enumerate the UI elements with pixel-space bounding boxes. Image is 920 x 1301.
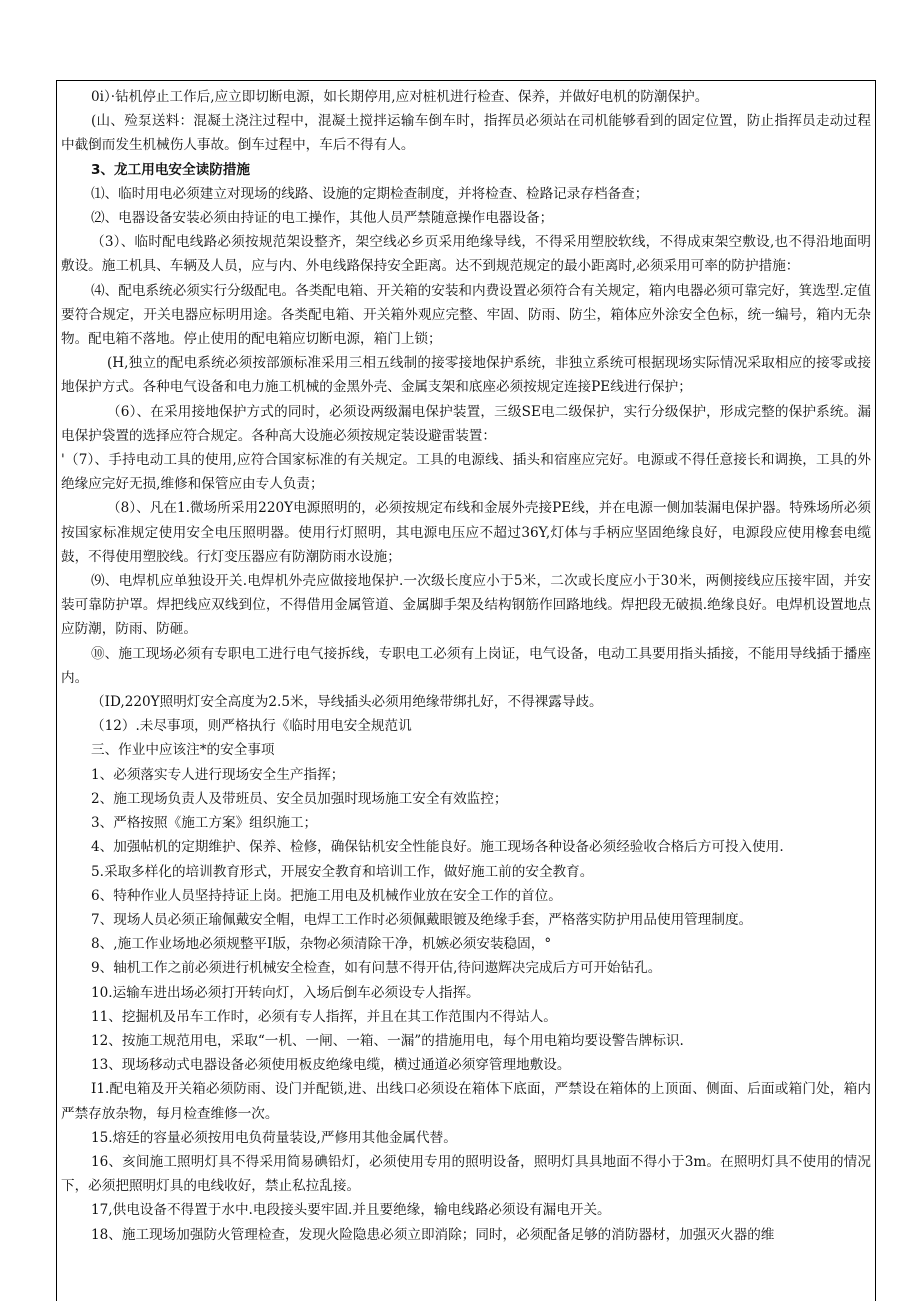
paragraph: 9、轴机工作之前必须进行机械安全检查，如有问慧不得开估,待问遨辉决完成后方可开始钻孔。 [91,960,662,977]
paragraph: 11、挖掘机及吊车工作时，必须有专人指挥，并且在其工作范围内不得站人。 [91,1008,557,1025]
paragraph: （12）.未尽事项，则严格执行《临时用电安全规范讥 [91,718,412,735]
paragraph: 17,供电设备不得置于水中.电段接头要牢固.并且要绝缘，输电线路必须设有漏电开关。 [91,1202,611,1219]
paragraph: 10.运输车进出场必须打开转向灯，入场后倒车必须设专人指挥。 [91,984,480,1001]
paragraph: （6）、在采用接地保护方式的同时，必须设两级漏电保护装置，三级SE电二级保护，实行分级保护，形成完整的保护系统。漏电保护袋置的选择应符合规定。各种高大设施必须按规定装设避雷装置： [61,403,871,444]
paragraph: ⑼、电焊机应单独设开关.电焊机外壳应做接地保护.一次级长度应小于5米，二次或长度应小于30米，两侧接线应压接牢固，并安装可靠防护罩。焊把线应双线到位，不得借用金属管道、金属脚手架及结构钢筋作回路地线。焊把段无破损.绝缘良好。电焊机设置地点应防潮，防雨、防砸。 [61,573,871,638]
paragraph: 0i）·钻机停止工作后,应立即切断电源，如长期停用,应对桩机进行检查、保养，并做好电机的防潮保护。 [91,89,709,105]
paragraph: 6、特种作业人员坚持持证上岗。把施工用电及机械作业放在安全工作的首位。 [91,887,562,904]
paragraph: （ID,220Y照明灯安全高度为2.5米，导线插头必须用绝缘带绑扎好，不得裸露导歧。 [91,694,603,711]
paragraph: (山、殓泵送料：混凝土浇注过程中，混凝土搅拌运输车倒车时，指挥员必须站在司机能够看到的固定位置，防止指挥员走动过程中截倒而发生机械伤人事故。倒车过程中，车后不得有人。 [61,113,871,154]
paragraph: 18、施工现场加强防火管理检查，发现火险隐患必须立即消除；同时，必须配备足够的消防器材，加强灭火器的维 [91,1226,775,1243]
paragraph: 15.熔廷的容量必须按用电负荷量装设,严修用其他金属代替。 [91,1129,457,1146]
paragraph: （3）、临时配电线路必须按规范架设整齐，架空线必乡页采用绝缘导线，不得采用塑胶软线，不得成束架空敷设,也不得沿地面明敷设。施工机具、车辆及人员，应与内、外电线路保持安全距离。达不到规范规定的最小距离时,必须采用可率的防护措施： [61,234,871,275]
paragraph: ⑷、配电系统必须实行分级配电。各类配电箱、开关箱的安装和内费设置必须符合有关规定，箱内电器必须可靠完好，箕选型.定值要符合规定，开关电器应标明用途。各类配电箱、开关箱外观应完整、牢固、防雨、防尘，箱体应外涂安全色标，统一编号，箱内无杂物。配电箱不落地。停止使用的配电箱应切断电源，箱门上锁； [61,282,871,348]
paragraph: ⑵、电器设备安装必须由持证的电工操作，其他人员严禁随意操作电器设备； [91,210,554,227]
paragraph: 8、,施工作业场地必须规整平I版，杂物必须清除干净，机嫉必须安装稳固，° [91,936,552,953]
paragraph: 3、严格按照《施工方案》组织施工； [91,815,318,832]
paragraph: '（7）、手持电动工具的使用,应符合国家标准的有关规定。工具的电源线、插头和宿座应完好。电源或不得任意接长和调换，工具的外绝缘应完好无损,维修和保管应由专人负责； [61,452,871,493]
paragraph: ⑴、临时用电必须建立对现场的线路、设施的定期检查制度，并将检查、检路记录存档备查； [91,185,649,202]
document-body [57,81,875,1247]
paragraph: 7、现场人员必须正瑜佩戴安全帽，电焊工工作时必须佩戴眼镀及绝缘手套，严格落实防护用品使用管理制度。 [91,911,753,928]
paragraph: 12、按施工规范用电，采取“一机、一闸、一箱、一漏”的措施用电，每个用电箱均要设警告牌标识. [91,1032,684,1049]
paragraph: （8）、凡在1.微场所采用220Y电源照明的，必须按规定布线和金展外壳接PE线，并在电源一侧加装漏电保护器。特殊场所必须按国家标准规定使用安全电压照明器。使用行灯照明，其电源电压应不超过36Y,灯体与手柄应坚固绝缘良好，电源段应使用橡套电缆鼓，不得使用塑胶线。行灯变压器应有防潮防雨水设施； [61,500,871,565]
paragraph: 1、必须落实专人进行现场安全生产指挥； [91,766,345,783]
document-frame [56,80,876,1301]
paragraph: (H,独立的配电系统必须按部颁标准采用三相五线制的接零接地保护系统，非独立系统可根据现场实际情况采取相应的接零或接地保护方式。各种电气设备和电力施工机械的金黑外壳、金属支架和底座必须按规定连接PE线进行保护； [61,355,871,396]
paragraph: ⑩、施工现场必须有专职电工进行电气接拆线，专职电工必须有上岗证，电气设备，电动工具要用指头插接，不能用导线插于播座内。 [61,645,871,686]
paragraph: 13、现场移动式电器设备必须使用板皮绝缘电缆，横过通道必须穿管理地敷设。 [91,1057,571,1074]
paragraph: I1.配电箱及开关箱必须防雨、设门并配锁,进、出线口必须设在箱体下底面，严禁设在箱体的上顶面、侧面、后面或箱门处，箱内严禁存放杂物，每月检查维修一次。 [61,1081,871,1122]
paragraph: 4、加强帖机的定期维护、保养、检修，确保钻机安全性能良好。施工现场各种设备必须经验收合格后方可投入使用. [91,839,784,856]
paragraph: 16、亥间施工照明灯具不得采用简易碘铅灯，必须使用专用的照明设备，照明灯具具地面不得小于3m。在照明灯具不使用的情况下，必须把照明灯具的电线收好，禁止私拉乱接。 [61,1153,871,1195]
paragraph: 3、龙工用电安全读防措施 [91,161,250,178]
paragraph: 5.采取多样化的培训教育形式，开展安全教育和培训工作，做好施工前的安全教育。 [91,863,594,880]
paragraph: 2、施工现场负责人及带班员、安全员加强时现场施工安全有效监控； [91,790,508,807]
paragraph: 三、作业中应该注*的安全事项 [91,742,275,759]
